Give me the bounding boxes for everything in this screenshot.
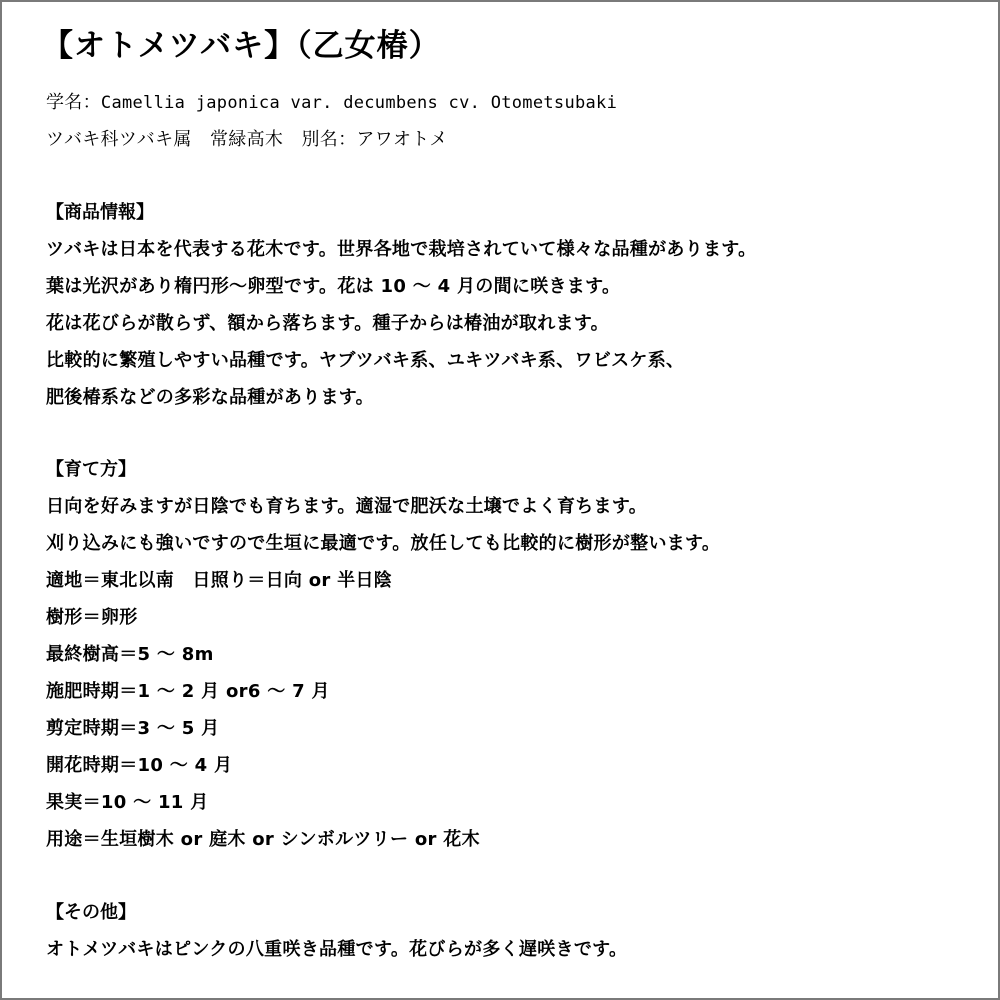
section-heading-other: 【その他】 bbox=[46, 902, 136, 923]
grow-spec-fertilizing: 施肥時期＝1 ～ 2 月 or6 ～ 7 月 bbox=[46, 681, 330, 702]
grow-line: 日向を好みますが日陰でも育ちます。適湿で肥沃な土壌でよく育ちます。 bbox=[46, 496, 648, 517]
other-line: オトメツバキはピンクの八重咲き品種です。花びらが多く遅咲きです。 bbox=[46, 939, 628, 960]
scientific-name-line bbox=[46, 84, 617, 121]
species-header bbox=[46, 84, 617, 158]
product-info-line: 花は花びらが散らず、額から落ちます。種子からは椿油が取れます。 bbox=[46, 313, 609, 334]
product-info-line: 比較的に繁殖しやすい品種です。ヤブツバキ系、ユキツバキ系、ワビスケ系、 bbox=[46, 350, 685, 371]
section-other bbox=[46, 894, 627, 968]
grow-spec-fruit: 果実＝10 ～ 11 月 bbox=[46, 792, 209, 813]
classification-line: ツバキ科ツバキ属 常緑高木 別名：アワオトメ bbox=[46, 129, 448, 150]
grow-spec-final-height: 最終樹高＝5 ～ 8m bbox=[46, 644, 214, 665]
page-title: 【オトメツバキ】（乙女椿） bbox=[42, 28, 441, 64]
section-heading-how-to-grow: 【育て方】 bbox=[46, 459, 136, 480]
section-heading-product-info: 【商品情報】 bbox=[46, 202, 154, 223]
product-info-line: 肥後椿系などの多彩な品種があります。 bbox=[46, 387, 374, 408]
grow-spec-tree-shape: 樹形＝卵形 bbox=[46, 607, 138, 628]
grow-line: 刈り込みにも強いですので生垣に最適です。放任しても比較的に樹形が整います。 bbox=[46, 533, 721, 554]
grow-spec-uses: 用途＝生垣樹木 or 庭木 or シンボルツリー or 花木 bbox=[46, 829, 480, 850]
grow-spec-location-sunlight: 適地＝東北以南 日照り＝日向 or 半日陰 bbox=[46, 570, 393, 591]
grow-spec-flowering: 開花時期＝10 ～ 4 月 bbox=[46, 755, 233, 776]
product-info-line: 葉は光沢があり楕円形～卵型です。花は 10 ～ 4 月の間に咲きます。 bbox=[46, 276, 621, 297]
grow-spec-pruning: 剪定時期＝3 ～ 5 月 bbox=[46, 718, 220, 739]
product-info-line: ツバキは日本を代表する花木です。世界各地で栽培されていて様々な品種があります。 bbox=[46, 239, 757, 260]
section-how-to-grow bbox=[46, 451, 720, 858]
scientific-name: Camellia japonica var. decumbens cv. Otometsubaki bbox=[100, 93, 618, 113]
scientific-name-label: 学名： bbox=[46, 92, 101, 113]
section-product-info bbox=[46, 194, 756, 416]
